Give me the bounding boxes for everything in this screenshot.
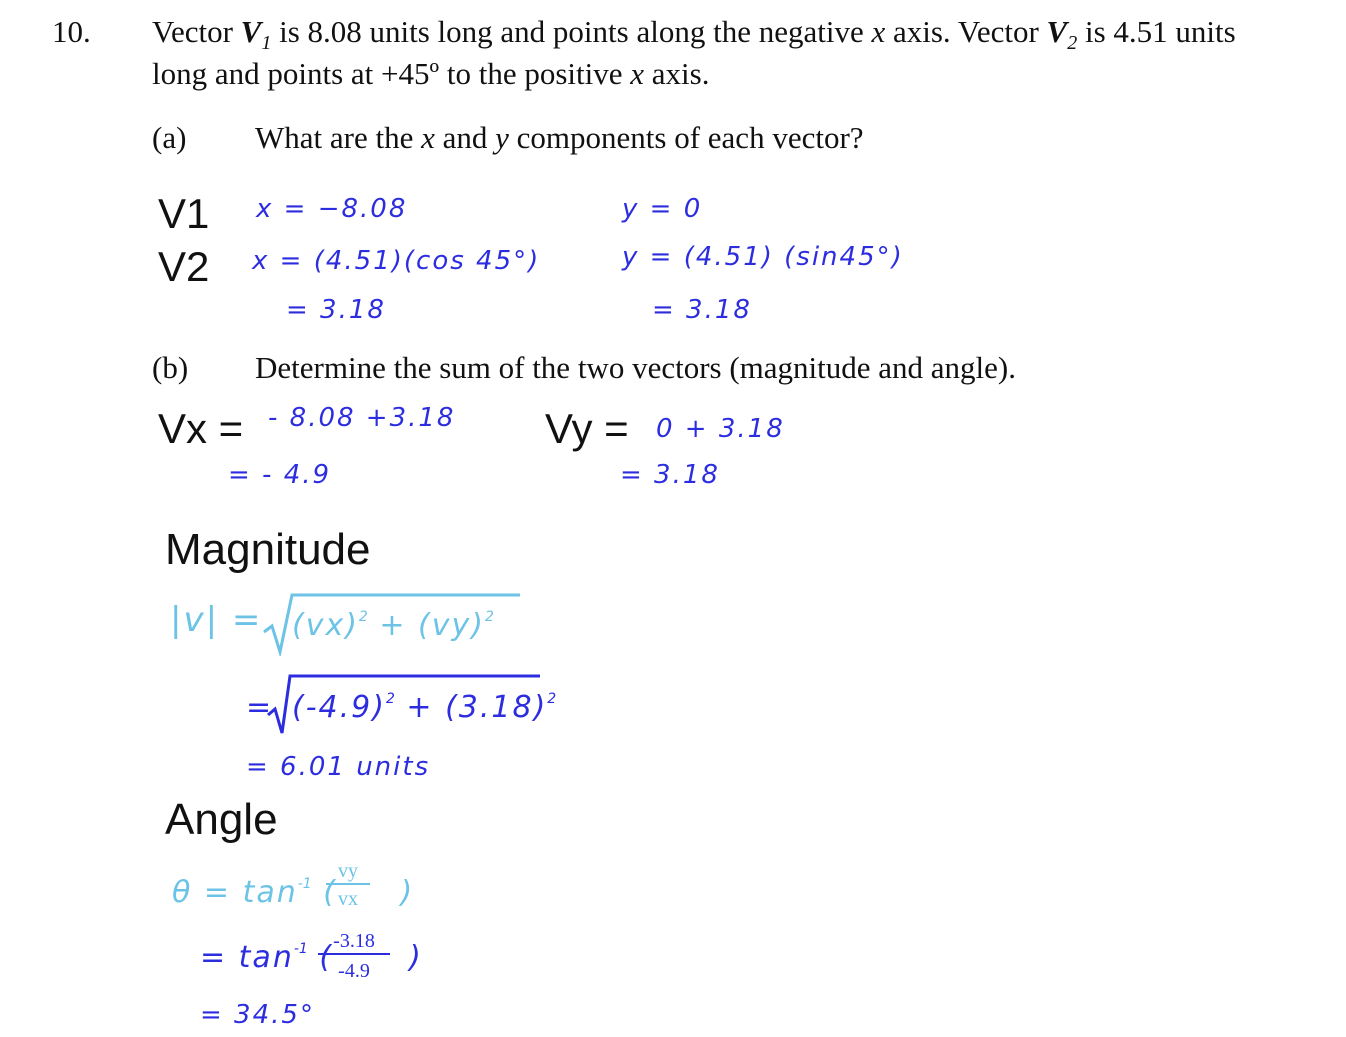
angle-step: = $\tan^{-1}$ ( ) (200, 940, 423, 975)
angle-formula-numerator: vy (326, 860, 370, 885)
part-a-label: (a) (152, 120, 187, 155)
magnitude-lhs: |v| = (170, 600, 263, 640)
v1-label: V1 (158, 190, 210, 237)
magnitude-result: = 6.01 units (246, 752, 431, 782)
vy-label: Vy = (545, 405, 629, 452)
angle-step-numerator: -3.18 (318, 930, 390, 955)
part-b-question: Determine the sum of the two vectors (magnitude and angle). (255, 350, 1016, 385)
part-a-question: What are the x and y components of each vector? (255, 120, 864, 155)
angle-formula-denominator: vx (338, 888, 358, 910)
v2-y-result: = 3.18 (652, 295, 752, 325)
v2-label: V2 (158, 243, 210, 290)
vx-result: = - 4.9 (228, 460, 332, 490)
magnitude-formula: (vx)$^2$ + (vy)$^2$ (292, 608, 494, 643)
magnitude-step-equals: = (246, 690, 274, 725)
v1-y-component: y = 0 (622, 194, 703, 224)
vy-expression: 0 + 3.18 (656, 414, 785, 444)
angle-result: = 34.5° (200, 1000, 315, 1030)
part-b-label: (b) (152, 350, 189, 385)
magnitude-step: $(-4.9)^2 + (3.18)^2$ (292, 690, 557, 725)
angle-heading: Angle (165, 795, 278, 844)
vx-label: Vx = (158, 405, 244, 452)
magnitude-heading: Magnitude (165, 525, 371, 574)
problem-statement-line-1: Vector $V_1$ is 8.08 units long and points along the negative x axis. Vector $V_2$ is 4.51 units (152, 14, 1236, 55)
problem-statement-line-2: long and points at +45º to the positive x axis. (152, 56, 710, 91)
v2-y-component: y = (4.51) (sin45°) (622, 242, 904, 272)
v1-x-component: x = −8.08 (256, 194, 408, 224)
vy-result: = 3.18 (620, 460, 720, 490)
v2-x-component: x = (4.51)(cos 45°) (252, 246, 541, 276)
angle-formula: $\theta = \tan^{-1}$ ( ) (172, 875, 415, 910)
vx-expression: - 8.08 +3.18 (268, 403, 456, 433)
v2-x-result: = 3.18 (286, 295, 386, 325)
question-number: 10. (52, 14, 91, 49)
angle-step-denominator: -4.9 (338, 960, 370, 982)
